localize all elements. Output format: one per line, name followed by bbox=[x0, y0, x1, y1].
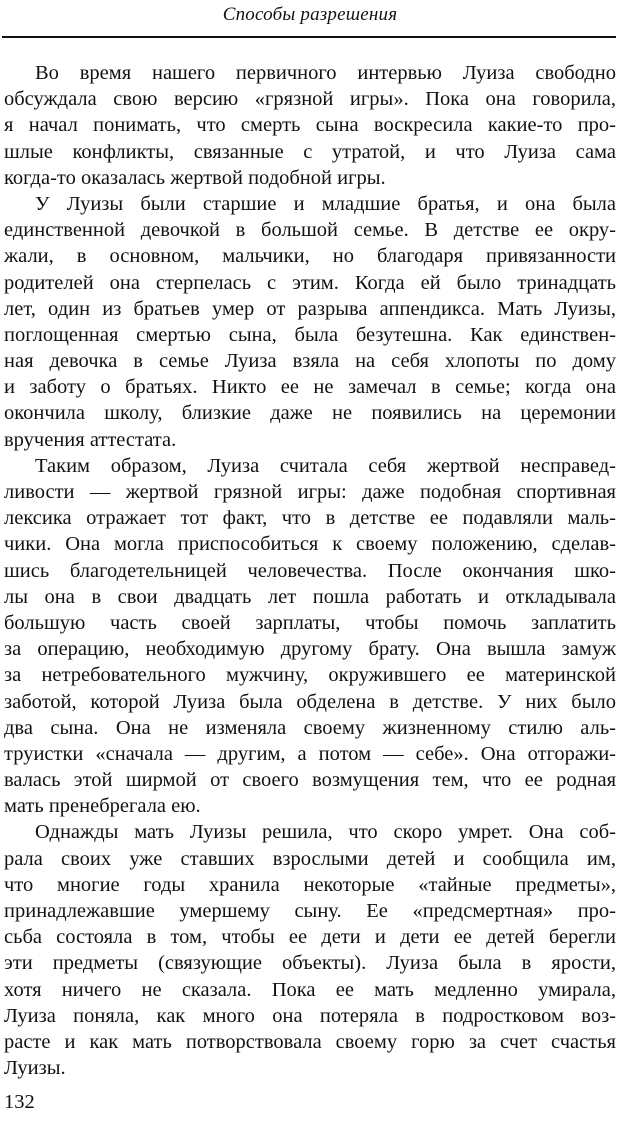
paragraph-1 bbox=[4, 60, 616, 191]
text-line: и заботу о братьях. Никто ее не замечал в семье; когда она bbox=[4, 376, 616, 399]
text-line: шись благодетельницей человечества. После окончания шко- bbox=[4, 559, 616, 582]
text-line: родителей она стерпелась с этим. Когда ей было тринадцать bbox=[4, 271, 616, 294]
text-line: лексика отражает тот факт, что в детстве ее подавляли маль- bbox=[4, 507, 616, 530]
text-line: хотя ничего не сказала. Пока ее мать медленно умирала, bbox=[4, 978, 616, 1001]
text-line: принадлежавшие умершему сыну. Ее «предсмертная» про- bbox=[4, 900, 616, 922]
text-line: окончила школу, близкие даже не появились на церемонии bbox=[4, 402, 616, 425]
text-line: два сына. Она не изменяла своему жизненному стилю аль- bbox=[4, 716, 616, 739]
paragraph-4 bbox=[4, 819, 616, 1081]
text-line: Луиза поняла, как много она потеряла в подростковом воз- bbox=[4, 1004, 616, 1027]
body-text bbox=[4, 60, 616, 1081]
text-line: валась этой ширмой от своего возмущения тем, что ее родная bbox=[4, 769, 616, 792]
text-line: шлые конфликты, связанные с утратой, и что Луиза сама bbox=[4, 140, 616, 163]
text-line: за нетребовательного мужчину, окружившего ее материнской bbox=[4, 664, 616, 687]
text-line: Таким образом, Луиза считала себя жертвой несправед- bbox=[35, 454, 616, 477]
text-line: когда-то оказалась жертвой подобной игры. bbox=[4, 166, 386, 189]
text-line: лы она в свои двадцать лет пошла работать и откладывала bbox=[4, 585, 616, 608]
text-line: лет, один из братьев умер от разрыва аппендикса. Мать Луизы, bbox=[4, 297, 616, 320]
text-line: рала своих уже ставших взрослыми детей и сообщила им, bbox=[4, 847, 616, 870]
text-line: большую часть своей зарплаты, чтобы помочь заплатить bbox=[4, 611, 616, 634]
text-line: эти предметы (связующие объекты). Луиза была в ярости, bbox=[4, 952, 616, 975]
running-head: Способы разрешения bbox=[222, 4, 398, 25]
paragraph-2 bbox=[4, 191, 616, 453]
text-line: заботой, которой Луиза была обделена в детстве. У них было bbox=[4, 690, 616, 713]
text-line: обсуждала свою версию «грязной игры». Пока она говорила, bbox=[4, 88, 616, 111]
text-line: что многие годы хранила некоторые «тайные предметы», bbox=[4, 873, 616, 896]
header-rule bbox=[2, 36, 616, 38]
text-line: расте и как мать потворствовала своему горю за счет счастья bbox=[4, 1030, 616, 1053]
text-line: жали, в основном, мальчики, но благодаря привязанности bbox=[4, 245, 616, 268]
text-line: чики. Она могла приспособиться к своему положению, сделав- bbox=[4, 533, 616, 556]
text-line: сьба состояла в том, чтобы ее дети и дети ее детей берегли bbox=[4, 926, 616, 949]
text-line: труистки «сначала — другим, а потом — себе». Она отгоражи- bbox=[4, 742, 616, 765]
text-line: ная девочка в семье Луиза взяла на себя хлопоты по дому bbox=[4, 350, 616, 373]
text-line: Луизы. bbox=[4, 1057, 66, 1080]
text-line: мать пренебрегала ею. bbox=[4, 795, 201, 818]
paragraph-3 bbox=[4, 453, 616, 820]
text-line: поглощенная смертью сына, была безутешна. Как единствен- bbox=[4, 323, 616, 346]
text-line: я начал понимать, что смерть сына воскресила какие-то про- bbox=[4, 114, 616, 137]
text-line: за операцию, необходимую другому брату. Она вышла замуж bbox=[4, 638, 616, 661]
text-line: ливости — жертвой грязной игры: даже подобная спортивная bbox=[4, 481, 616, 503]
page-number: 132 bbox=[4, 1091, 35, 1113]
text-line: Во время нашего первичного интервью Луиза свободно bbox=[35, 62, 616, 84]
text-line: Однажды мать Луизы решила, что скоро умрет. Она соб- bbox=[35, 821, 616, 844]
text-line: У Луизы были старшие и младшие братья, и она была bbox=[35, 192, 616, 215]
text-line: вручения аттестата. bbox=[4, 428, 177, 451]
text-line: единственной девочкой в большой семье. В детстве ее окру- bbox=[4, 219, 616, 242]
